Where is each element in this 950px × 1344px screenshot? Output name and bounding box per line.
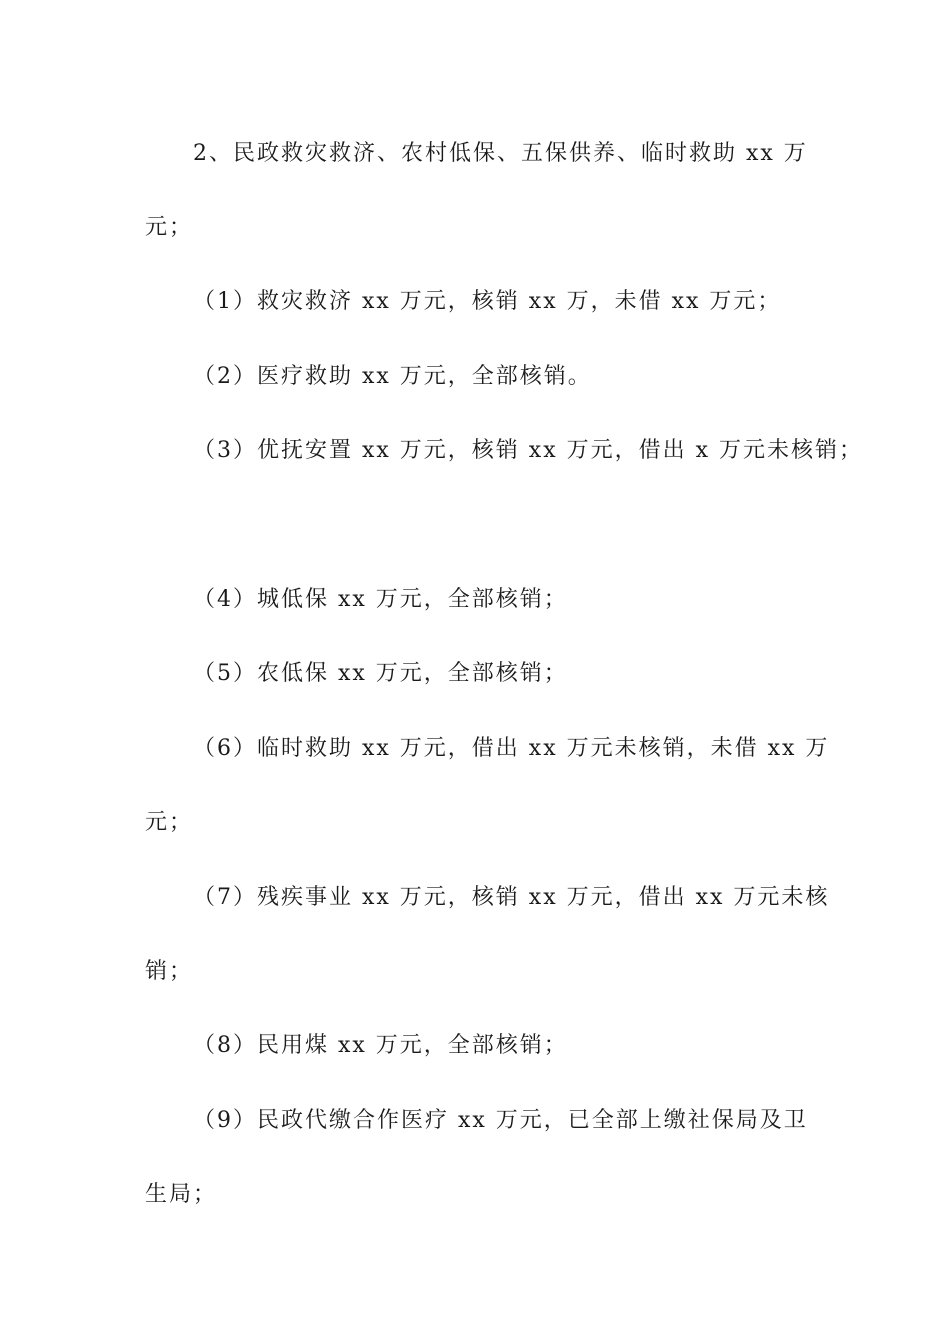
list-item-5: （5）农低保 xx 万元，全部核销； xyxy=(193,661,568,686)
list-item-6-continuation: 元； xyxy=(145,810,194,835)
list-item-4: （4）城低保 xx 万元，全部核销； xyxy=(193,587,568,612)
list-item-1: （1）救灾救济 xx 万元，核销 xx 万，未借 xx 万元； xyxy=(193,289,782,314)
list-item-3: （3）优抚安置 xx 万元，核销 xx 万元，借出 x 万元未核销； xyxy=(193,438,863,463)
list-item-9: （9）民政代缴合作医疗 xx 万元，已全部上缴社保局及卫 xyxy=(193,1108,808,1133)
list-item-2: （2）医疗救助 xx 万元，全部核销。 xyxy=(193,364,592,389)
list-item-9-continuation: 生局； xyxy=(145,1182,218,1207)
list-item-8: （8）民用煤 xx 万元，全部核销； xyxy=(193,1033,568,1058)
list-item-6: （6）临时救助 xx 万元，借出 xx 万元未核销，未借 xx 万 xyxy=(193,736,830,761)
list-item-7: （7）残疾事业 xx 万元，核销 xx 万元，借出 xx 万元未核 xyxy=(193,885,830,910)
paragraph-heading-line: 2、民政救灾救济、农村低保、五保供养、临时救助 xx 万 xyxy=(193,141,808,166)
paragraph-continuation-line: 元； xyxy=(145,215,194,240)
list-item-7-continuation: 销； xyxy=(145,959,194,984)
